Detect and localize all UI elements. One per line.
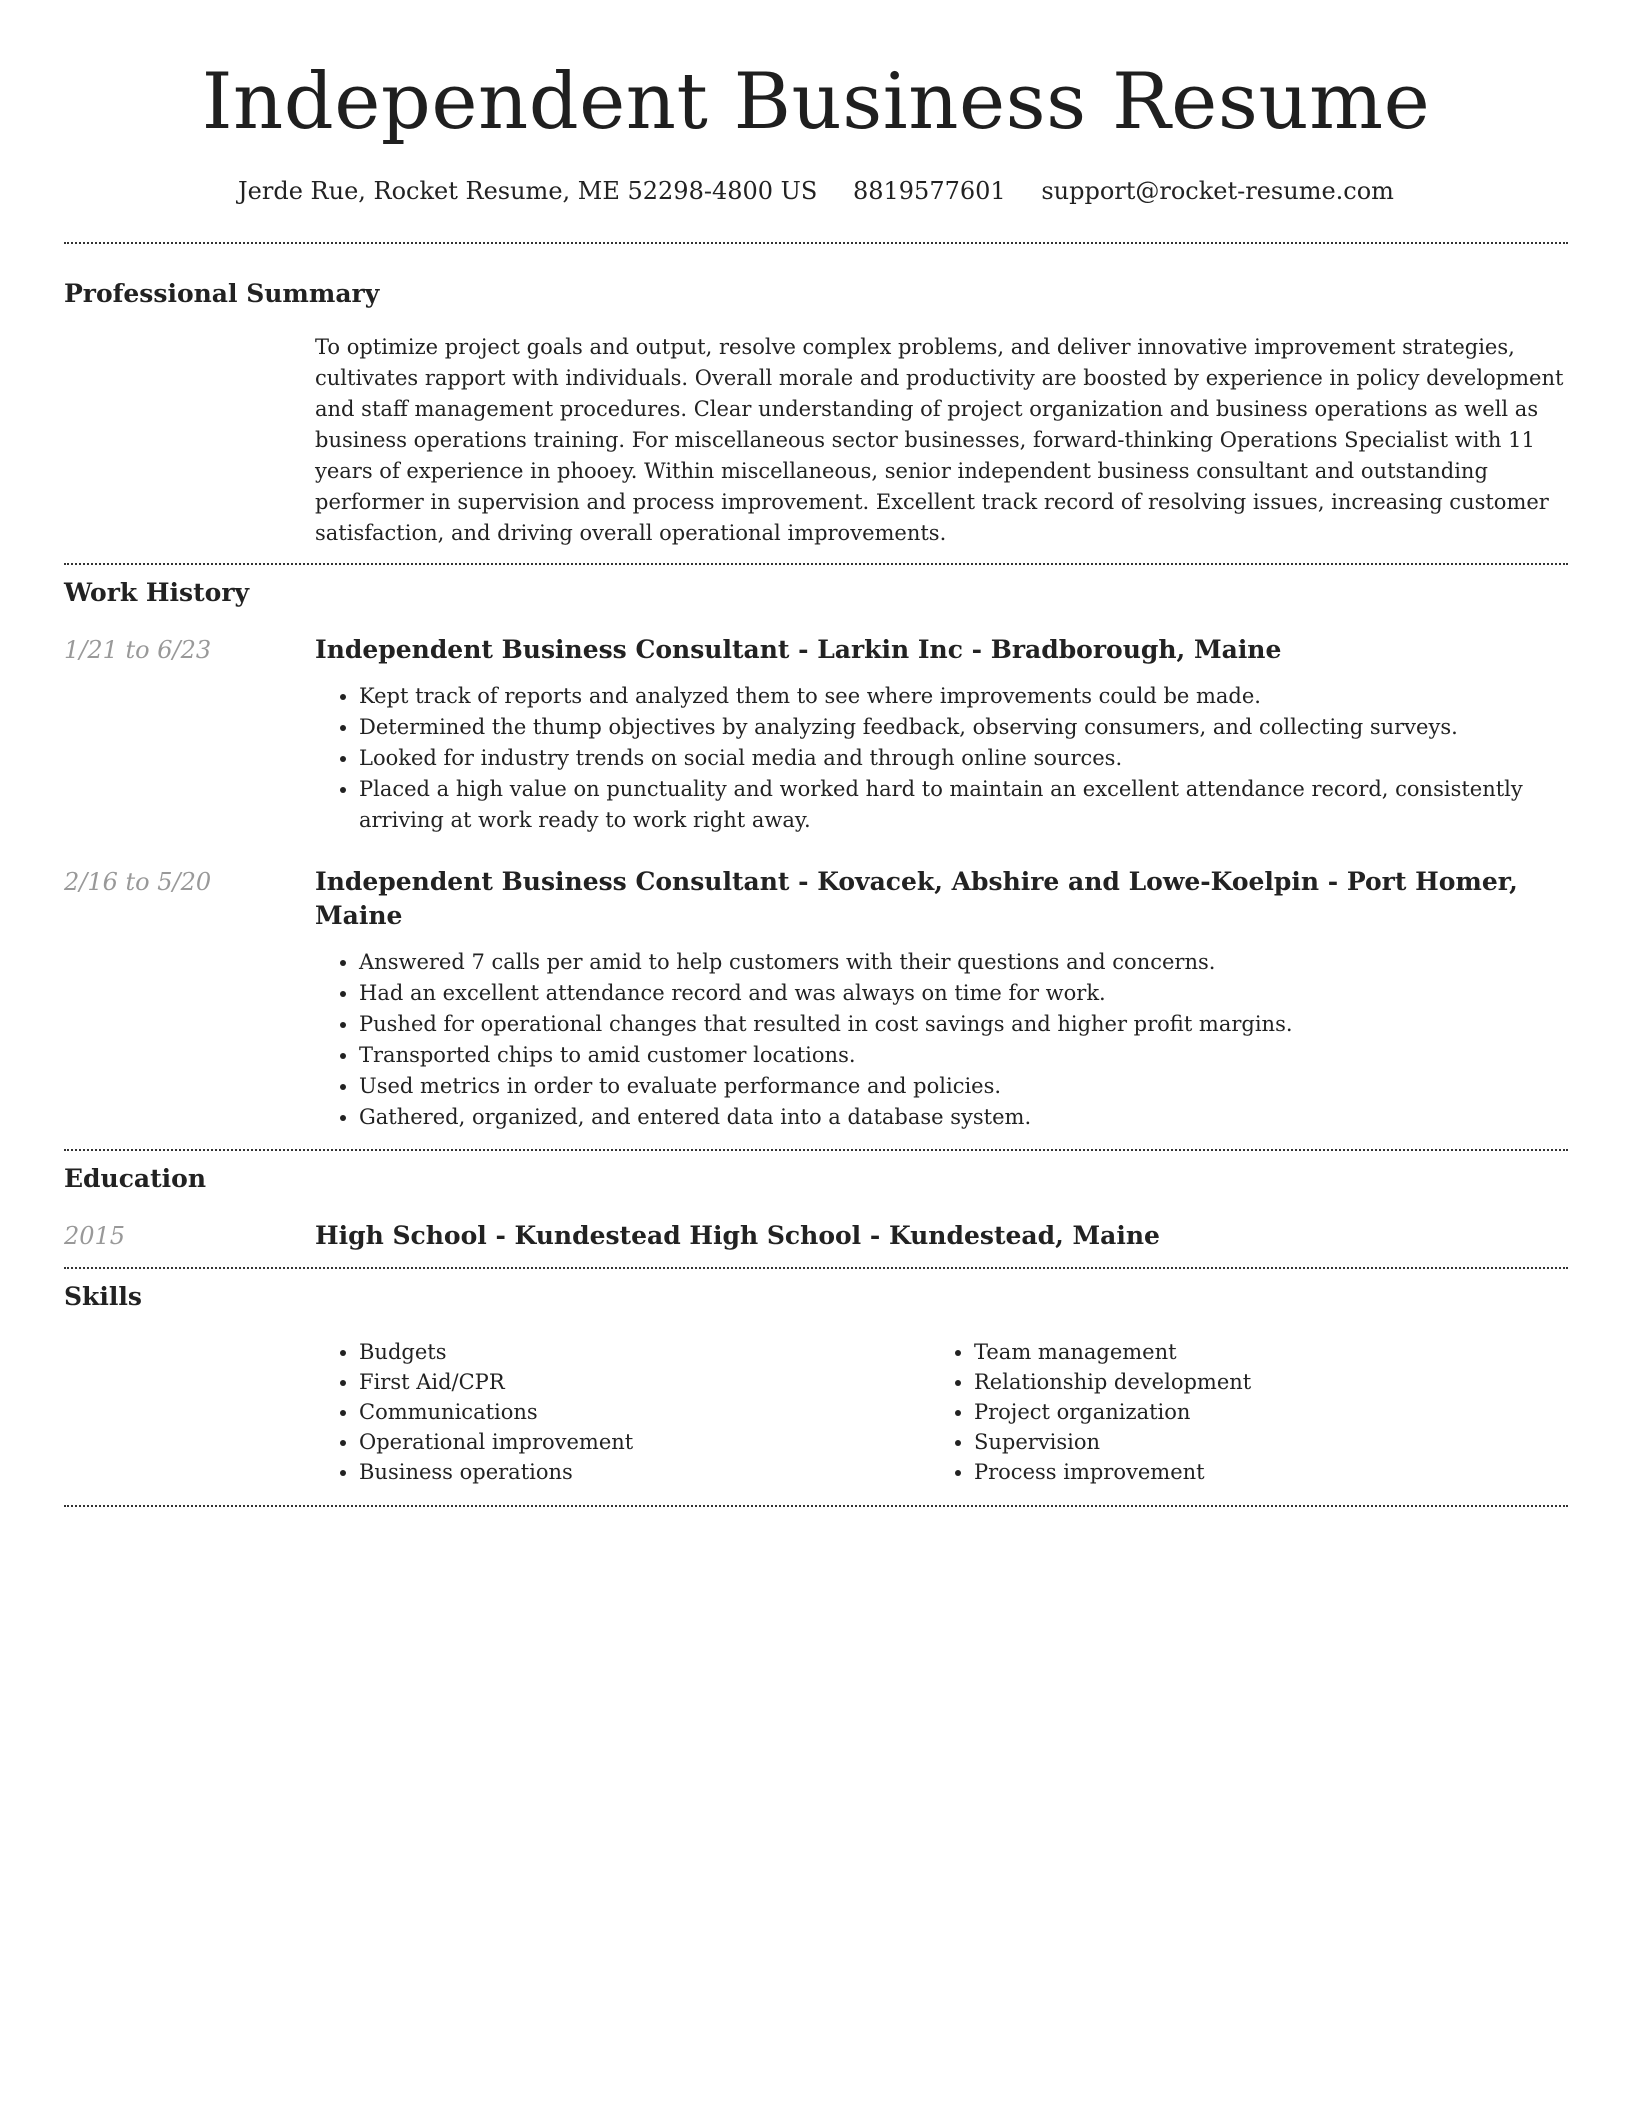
job-entry — [64, 633, 1568, 836]
skills-grid — [315, 1337, 1568, 1487]
list-item: • Placed a high value on punctuality and worked hard to maintain an excellent attendance record, consistently arriving at work ready to work right away. — [359, 774, 1568, 836]
contact-address: Jerde Rue, Rocket Resume, ME 52298-4800 US — [238, 177, 818, 205]
education-heading: High School - Kundestead High School - Kundestead, Maine — [315, 1221, 1160, 1250]
skill-item: • Supervision — [974, 1427, 1545, 1457]
summary-section — [64, 244, 1568, 549]
list-item: • Transported chips to amid customer locations. — [359, 1040, 1568, 1071]
section-title-summary: Professional Summary — [64, 279, 380, 308]
list-item: • Determined the thump objectives by analyzing feedback, observing consumers, and collecting surveys. — [359, 712, 1568, 743]
skills-spacer — [64, 1337, 315, 1487]
list-item: • Gathered, organized, and entered data into a database system. — [359, 1102, 1568, 1133]
education-section — [64, 1151, 1568, 1253]
skill-item: • Process improvement — [974, 1457, 1545, 1487]
list-item: • Kept track of reports and analyzed them to see where improvements could be made. — [359, 681, 1568, 712]
list-item: • Pushed for operational changes that resulted in cost savings and higher profit margins. — [359, 1009, 1568, 1040]
contact-info — [64, 174, 1568, 208]
job-bullet-list — [315, 947, 1568, 1133]
list-item: • Looked for industry trends on social media and through online sources. — [359, 743, 1568, 774]
skill-item: • Relationship development — [974, 1367, 1545, 1397]
skills-section — [64, 1269, 1568, 1487]
job-dates: 2/16 to 5/20 — [64, 868, 212, 896]
job-heading: Independent Business Consultant - Larkin Inc - Bradborough, Maine — [315, 635, 1282, 664]
skill-item: • Team management — [974, 1337, 1545, 1367]
contact-phone: 8819577601 — [852, 177, 1006, 205]
resume-name: Independent Business Resume — [201, 57, 1431, 147]
contact-email: support@rocket-resume.com — [1041, 177, 1394, 205]
education-year: 2015 — [64, 1222, 126, 1250]
job-heading: Independent Business Consultant - Kovacek, Abshire and Lowe-Koelpin - Port Homer, Maine — [315, 867, 1518, 930]
education-entry — [64, 1219, 1568, 1253]
skill-item: • Budgets — [359, 1337, 930, 1367]
job-bullet-list — [315, 681, 1568, 836]
skill-item: • Business operations — [359, 1457, 930, 1487]
skill-item: • First Aid/CPR — [359, 1367, 930, 1397]
skill-item: • Communications — [359, 1397, 930, 1427]
list-item: • Had an excellent attendance record and was always on time for work. — [359, 978, 1568, 1009]
list-item: • Answered 7 calls per amid to help customers with their questions and concerns. — [359, 947, 1568, 978]
section-divider — [64, 1505, 1568, 1507]
section-title-education: Education — [64, 1164, 207, 1193]
section-title-skills: Skills — [64, 1282, 142, 1311]
section-title-work: Work History — [64, 578, 250, 607]
skill-item: • Operational improvement — [359, 1427, 930, 1457]
list-item: • Used metrics in order to evaluate performance and policies. — [359, 1071, 1568, 1102]
summary-spacer — [64, 332, 315, 549]
summary-text: To optimize project goals and output, resolve complex problems, and deliver innovative improvement strategies, cultivates rapport with individuals. Overall morale and productivity are boosted by experience in policy development and staff management procedures. Clear understanding of project organization and business operations as well as business operations training. For miscellaneous sector businesses, forward-thinking Operations Specialist with 11 years of experience in phooey. Within miscellaneous, senior independent business consultant and outstanding performer in supervision and process improvement. Excellent track record of resolving issues, increasing customer satisfaction, and driving overall operational improvements. — [315, 335, 1564, 545]
work-history-section — [64, 565, 1568, 1133]
skill-item: • Project organization — [974, 1397, 1545, 1427]
skills-list-right — [930, 1337, 1545, 1487]
job-dates: 1/21 to 6/23 — [64, 636, 212, 664]
skills-list-left — [315, 1337, 930, 1487]
job-entry — [64, 865, 1568, 1133]
